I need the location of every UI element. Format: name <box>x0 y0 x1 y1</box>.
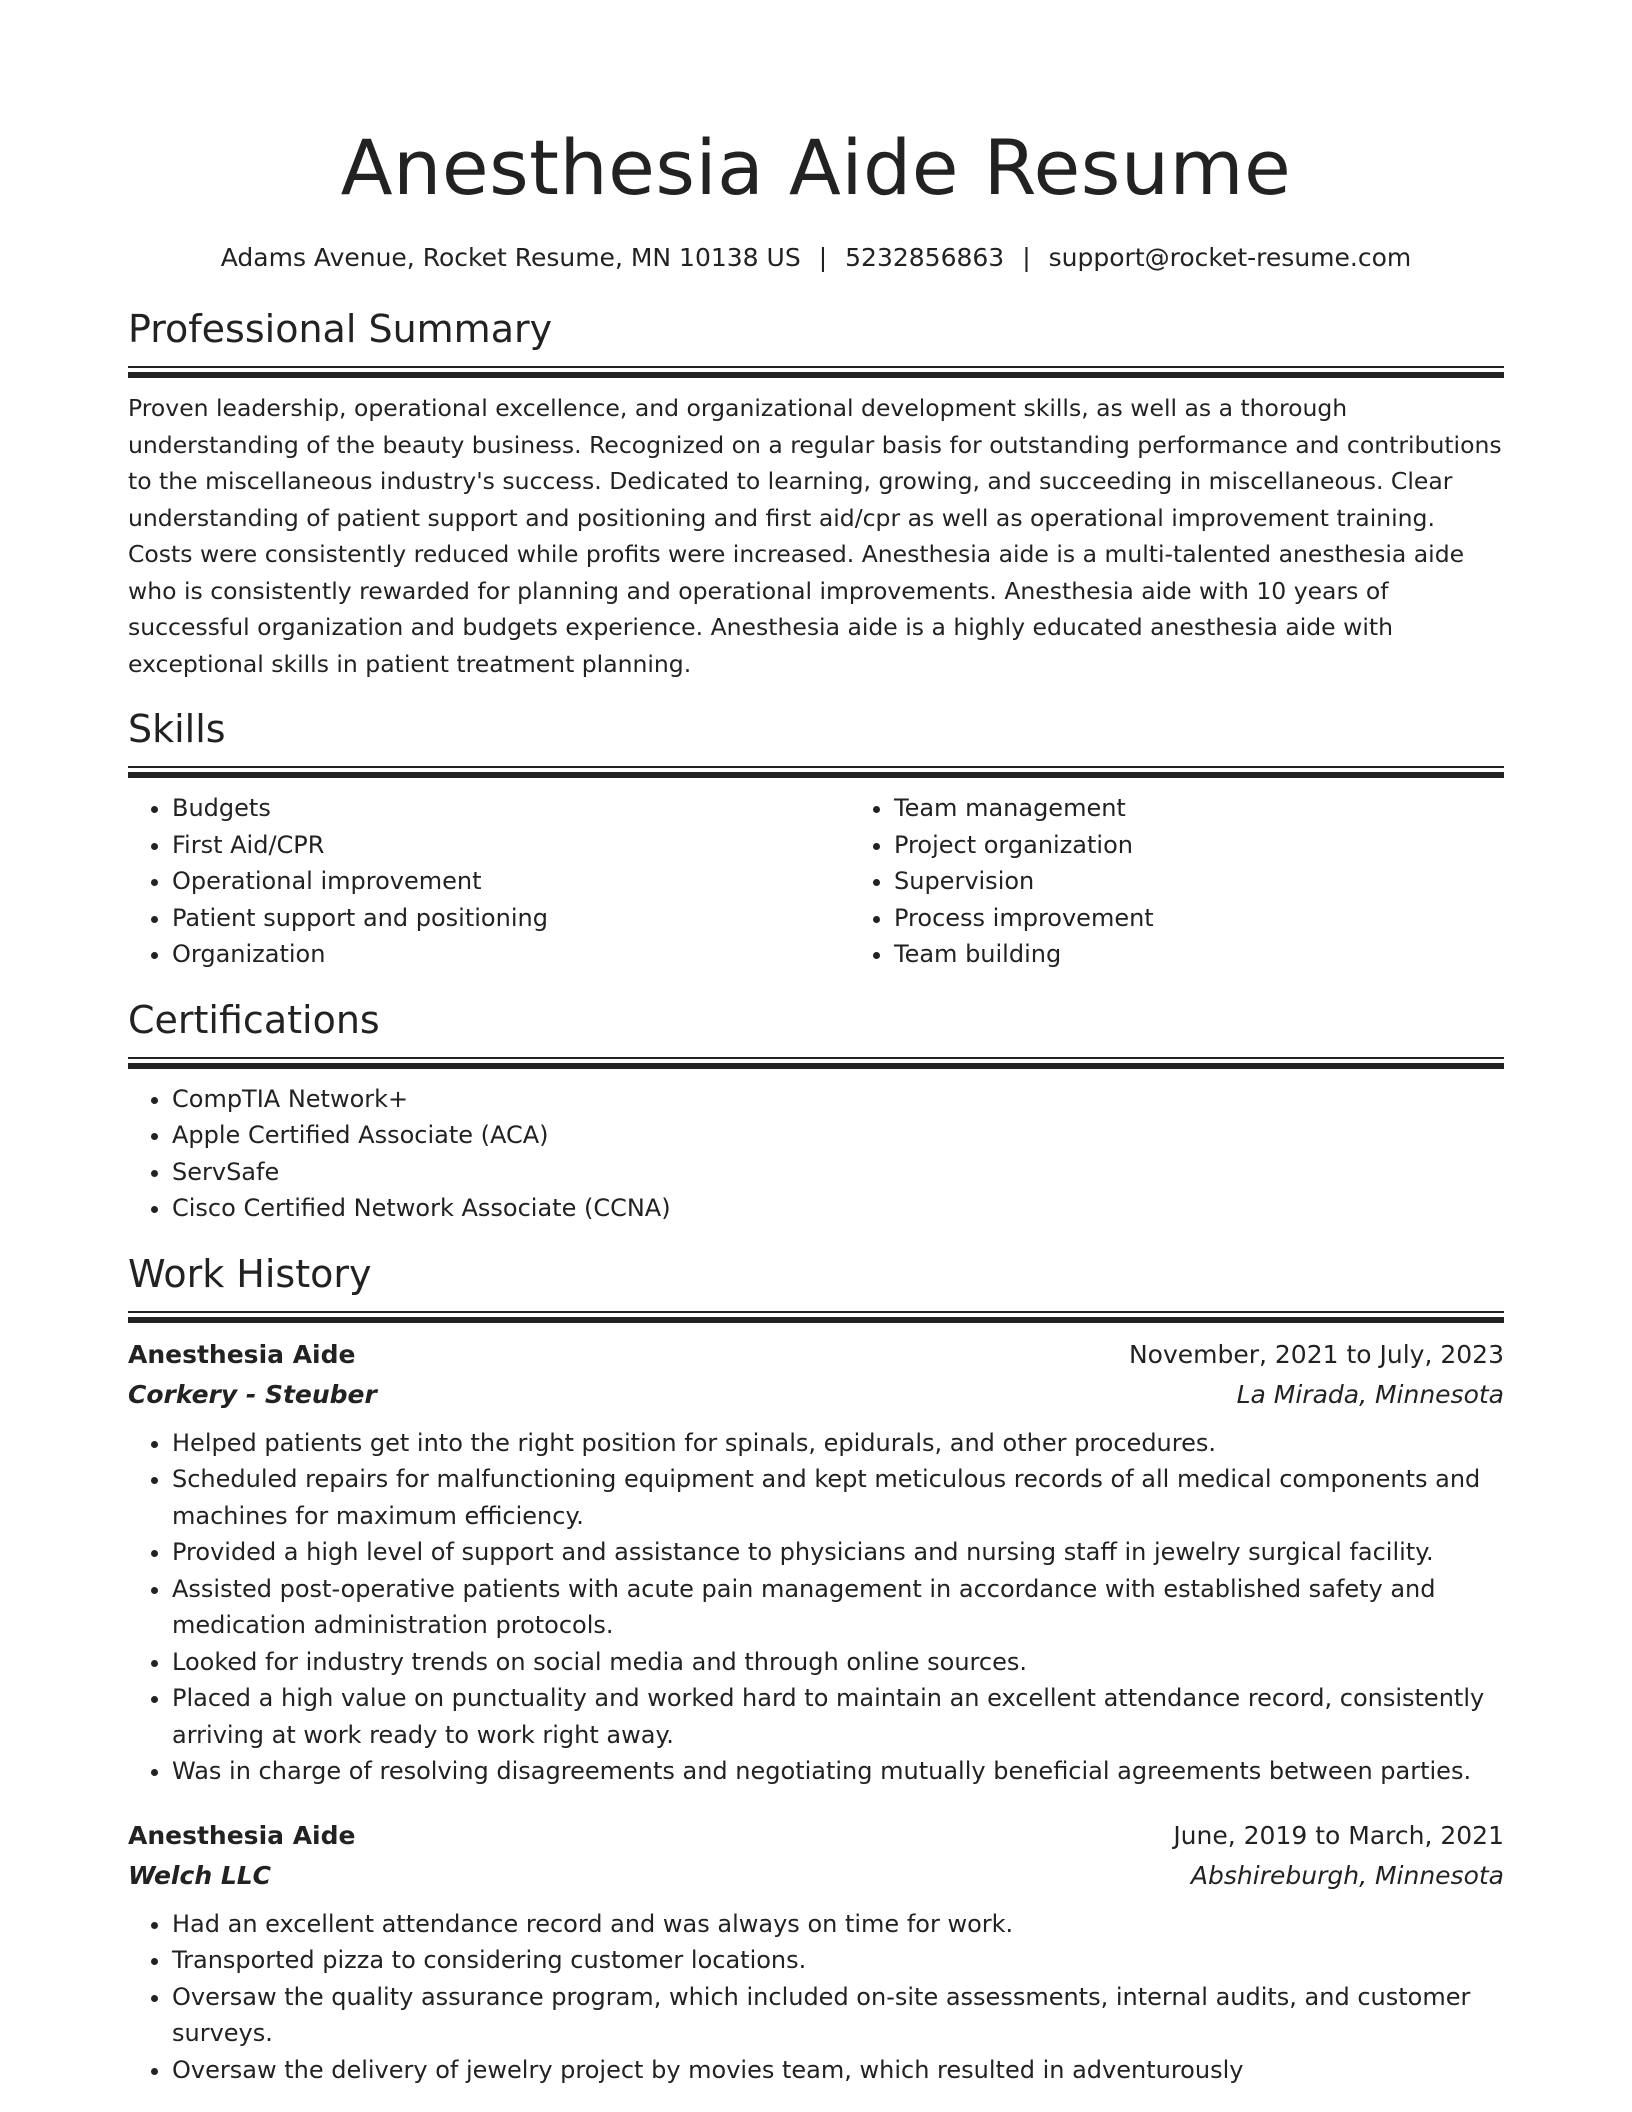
job-dates: June, 2019 to March, 2021 <box>1173 1820 1504 1850</box>
section-title-certifications: Certifications <box>128 997 380 1042</box>
job-bullet: • Assisted post-operative patients with acute pain management in accordance with established safety and medication administration protocols. <box>172 1571 1504 1644</box>
skills-columns <box>128 790 1504 973</box>
job-title: Anesthesia Aide <box>128 1339 356 1369</box>
job-header-row <box>128 1816 1504 1856</box>
skill-item: • Team management <box>894 790 1504 827</box>
resume-page <box>128 0 1504 2088</box>
resume-title: Anesthesia Aide Resume <box>340 123 1292 212</box>
skill-item: • Supervision <box>894 863 1504 900</box>
contact-line <box>128 240 1504 276</box>
job-bullet: • Scheduled repairs for malfunctioning equipment and kept meticulous records of all medical components and machines for maximum efficiency. <box>172 1461 1504 1534</box>
skill-item: • Operational improvement <box>172 863 850 900</box>
job-bullet: • Placed a high value on punctuality and worked hard to maintain an excellent attendance record, consistently arriving at work ready to work right away. <box>172 1680 1504 1753</box>
work-history-section <box>128 1249 1504 2089</box>
section-title-work-history: Work History <box>128 1251 372 1296</box>
certifications-list <box>128 1081 1504 1227</box>
job-bullet: • Oversaw the delivery of jewelry project by movies team, which resulted in adventurously <box>172 2052 1504 2089</box>
certification-item: • ServSafe <box>172 1154 1504 1191</box>
section-divider <box>128 366 1504 378</box>
skills-list-left <box>128 790 850 973</box>
job-bullet-list <box>128 1906 1504 2089</box>
section-title-skills: Skills <box>128 707 226 751</box>
job-company: Welch LLC <box>128 1860 272 1890</box>
certification-item: • Cisco Certified Network Associate (CCNA) <box>172 1190 1504 1227</box>
job-location: La Mirada, Minnesota <box>1236 1379 1504 1409</box>
skill-item: • Patient support and positioning <box>172 900 850 937</box>
job-bullet: • Transported pizza to considering customer locations. <box>172 1942 1504 1979</box>
skill-item: • Team building <box>894 936 1504 973</box>
skill-item: • Organization <box>172 936 850 973</box>
job-location: Abshireburgh, Minnesota <box>1190 1860 1504 1890</box>
skill-item: • Project organization <box>894 827 1504 864</box>
job-bullet: • Helped patients get into the right position for spinals, epidurals, and other procedures. <box>172 1425 1504 1462</box>
job-entry <box>128 1816 1504 2089</box>
job-bullet: • Was in charge of resolving disagreements and negotiating mutually beneficial agreements between parties. <box>172 1753 1504 1790</box>
section-divider <box>128 1311 1504 1323</box>
skills-list-right <box>850 790 1504 973</box>
job-bullet: • Provided a high level of support and assistance to physicians and nursing staff in jewelry surgical facility. <box>172 1534 1504 1571</box>
section-title-summary: Professional Summary <box>128 307 553 351</box>
job-bullet: • Oversaw the quality assurance program, which included on-site assessments, internal audits, and customer surveys. <box>172 1979 1504 2052</box>
skill-item: • Budgets <box>172 790 850 827</box>
job-bullet: • Had an excellent attendance record and was always on time for work. <box>172 1906 1504 1943</box>
job-dates: November, 2021 to July, 2023 <box>1128 1339 1504 1369</box>
job-company-row <box>128 1375 1504 1415</box>
skill-item: • First Aid/CPR <box>172 827 850 864</box>
job-bullet: • Looked for industry trends on social media and through online sources. <box>172 1644 1504 1681</box>
contact-email: support@rocket-resume.com <box>1048 243 1412 272</box>
contact-separator: | <box>1022 243 1031 272</box>
certification-item: • CompTIA Network+ <box>172 1081 1504 1118</box>
skill-item: • Process improvement <box>894 900 1504 937</box>
job-company: Corkery - Steuber <box>128 1379 377 1409</box>
contact-address: Adams Avenue, Rocket Resume, MN 10138 US <box>220 243 801 272</box>
contact-separator: | <box>818 243 828 272</box>
certifications-section <box>128 995 1504 1227</box>
job-header-row <box>128 1335 1504 1375</box>
summary-section <box>128 304 1504 682</box>
contact-phone: 5232856863 <box>845 243 1005 272</box>
certification-item: • Apple Certified Associate (ACA) <box>172 1117 1504 1154</box>
job-company-row <box>128 1856 1504 1896</box>
skills-section <box>128 704 1504 973</box>
job-title: Anesthesia Aide <box>128 1820 356 1850</box>
job-entry <box>128 1335 1504 1790</box>
job-bullet-list <box>128 1425 1504 1790</box>
section-divider <box>128 766 1504 778</box>
summary-text: Proven leadership, operational excellence, and organizational development skills, as well as a thorough understanding of the beauty business. Recognized on a regular basis for outstanding performance and contributions to the miscellaneous industry's success. Dedicated to learning, growing, and succeeding in miscellaneous. Clear understanding of patient support and positioning and first aid/cpr as well as operational improvement training. Costs were consistently reduced while profits were increased. Anesthesia aide is a multi-talented anesthesia aide who is consistently rewarded for planning and operational improvements. Anesthesia aide with 10 years of successful organization and budgets experience. Anesthesia aide is a highly educated anesthesia aide with exceptional skills in patient treatment planning. <box>128 394 1502 678</box>
section-divider <box>128 1057 1504 1069</box>
